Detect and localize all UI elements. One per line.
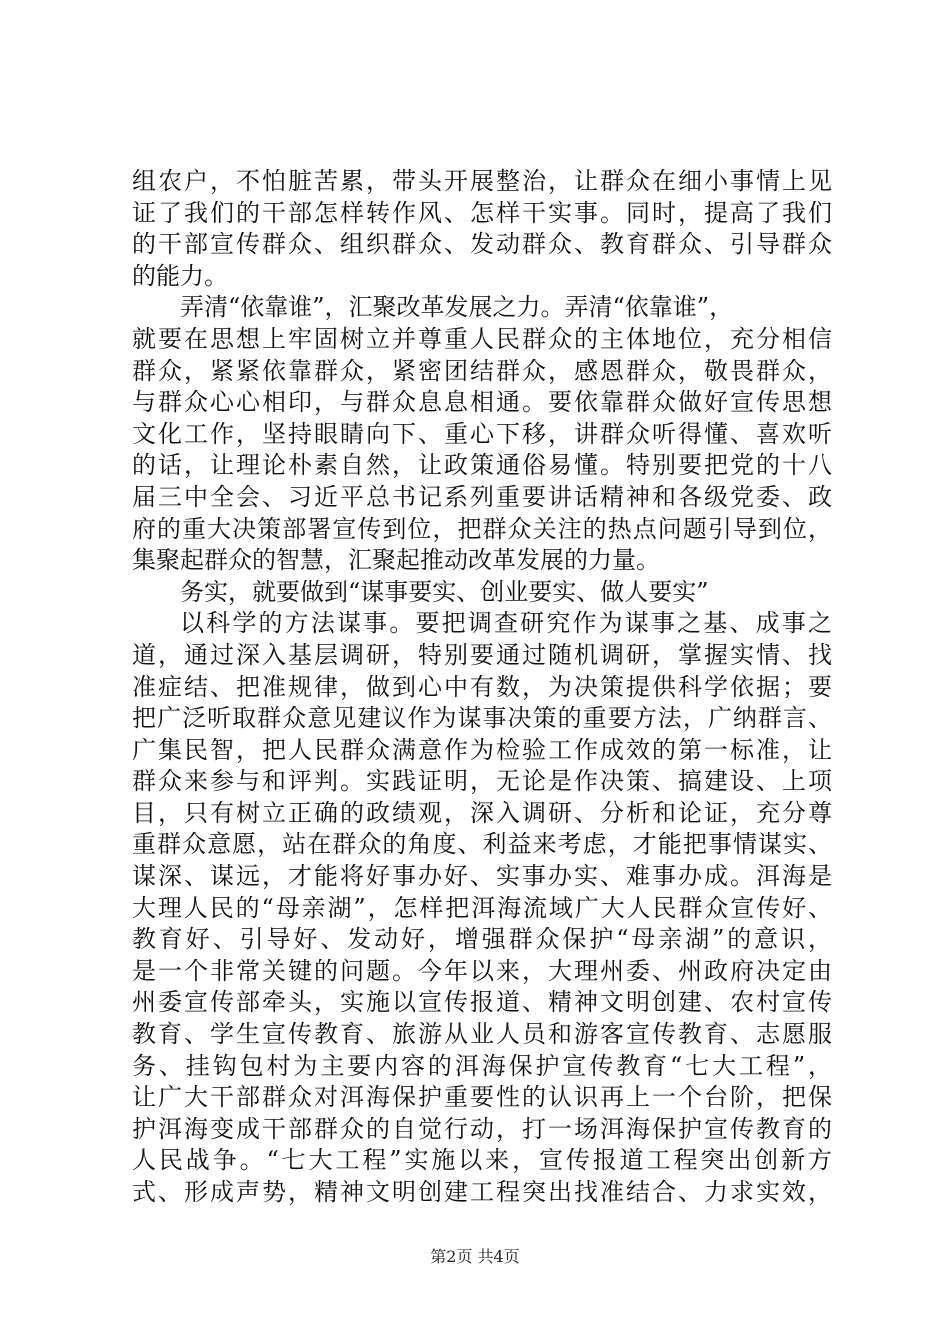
text-line: 与群众心心相印，与群众息息相通。要依靠群众做好宣传思想: [132, 388, 834, 417]
text-line: 的能力。: [132, 261, 228, 290]
text-line: 准症结、把准规律，做到心中有数，为决策提供科学依据；要: [132, 672, 834, 701]
text-line: 是一个非常关键的问题。今年以来，大理州委、州政府决定由: [132, 956, 834, 985]
text-line: 务、挂钩包村为主要内容的洱海保护宣传教育“七大工程”，: [132, 1051, 835, 1080]
text-line: 群众，紧紧依靠群众，紧密团结群众，感恩群众，敬畏群众，: [132, 356, 834, 385]
text-line: 集聚起群众的智慧，汇聚起推动改革发展的力量。: [132, 546, 660, 575]
text-line: 教育、学生宣传教育、旅游从业人员和游客宣传教育、志愿服: [132, 1020, 834, 1049]
text-line: 的干部宣传群众、组织群众、发动群众、教育群众、引导群众: [132, 230, 834, 259]
text-line: 把广泛听取群众意见建议作为谋事决策的重要方法，广纳群言、: [132, 704, 834, 733]
text-line: 的话，让理论朴素自然，让政策通俗易懂。特别要把党的十八: [132, 451, 834, 480]
text-line: 人民战争。“七大工程”实施以来，宣传报道工程突出创新方: [132, 1146, 835, 1175]
text-line: 文化工作，坚持眼睛向下、重心下移，讲群众听得懂、喜欢听: [132, 419, 834, 448]
text-line: 谋深、谋远，才能将好事办好、实事办实、难事办成。洱海是: [132, 862, 834, 891]
text-line: 府的重大决策部署宣传到位，把群众关注的热点问题引导到位，: [132, 514, 834, 543]
text-line: 就要在思想上牢固树立并尊重人民群众的主体地位，充分相信: [132, 324, 834, 353]
text-line: 式、形成声势，精神文明创建工程突出找准结合、力求实效，: [132, 1178, 834, 1206]
text-line: 证了我们的干部怎样转作风、怎样干实事。同时，提高了我们: [132, 198, 834, 227]
text-line: 务实，就要做到“谋事要实、创业要实、做人要实”: [180, 577, 709, 606]
text-line: 届三中全会、习近平总书记系列重要讲话精神和各级党委、政: [132, 482, 834, 511]
text-line: 广集民智，把人民群众满意作为检验工作成效的第一标准，让: [132, 735, 834, 764]
text-line: 组农户，不怕脏苦累，带头开展整治，让群众在细小事情上见: [132, 167, 834, 195]
page-footer: 第2页 共4页: [430, 1247, 520, 1266]
text-line: 大理人民的“母亲湖”，怎样把洱海流域广大人民群众宣传好、: [132, 893, 834, 922]
text-line: 以科学的方法谋事。要把调查研究作为谋事之基、成事之: [180, 609, 835, 638]
text-line: 州委宣传部牵头，实施以宣传报道、精神文明创建、农村宣传: [132, 988, 834, 1017]
text-line: 让广大干部群众对洱海保护重要性的认识再上一个台阶，把保: [132, 1083, 834, 1112]
text-line: 重群众意愿，站在群众的角度、利益来考虑，才能把事情谋实、: [132, 830, 834, 859]
text-line: 目，只有树立正确的政绩观，深入调研、分析和论证，充分尊: [132, 798, 834, 827]
text-line: 道，通过深入基层调研，特别要通过随机调研，掌握实情、找: [132, 640, 834, 669]
body-text: [132, 166, 835, 1209]
text-line: 护洱海变成干部群众的自觉行动，打一场洱海保护宣传教育的: [132, 1114, 834, 1143]
text-line: 弄清“依靠谁”，汇聚改革发展之力。弄清“依靠谁”，: [180, 293, 734, 322]
text-line: 群众来参与和评判。实践证明，无论是作决策、搞建设、上项: [132, 767, 834, 796]
text-line: 教育好、引导好、发动好，增强群众保护“母亲湖”的意识，: [132, 925, 835, 954]
